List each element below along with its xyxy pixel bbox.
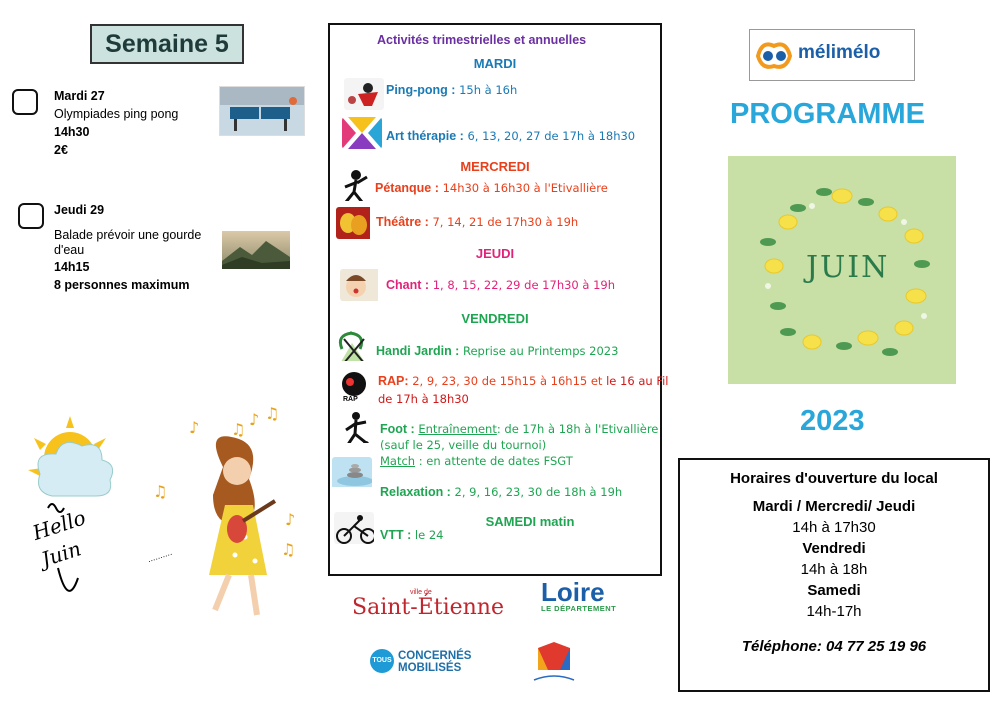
melimelo-logo: mélimélo (798, 42, 881, 63)
hours-time-1: 14h à 17h30 (792, 519, 876, 536)
chant-label: Chant : (386, 278, 430, 292)
event-2-day: Jeudi 29 (54, 203, 105, 217)
foot-match-time: : en attente de dates FSGT (418, 454, 573, 468)
foot-row (380, 422, 658, 436)
pingpong-row (386, 83, 517, 97)
relax-label: Relaxation : (380, 485, 451, 499)
hours-days-2: Vendredi (802, 540, 866, 557)
theatre-icon (336, 207, 376, 239)
jardin-row (376, 344, 618, 358)
relaxation-icon (332, 457, 372, 489)
concernes-line2: MOBILISÉS (398, 662, 462, 674)
theatre-schedule: 7, 14, 21 de 17h30 à 19h (432, 215, 579, 229)
petanque-row (375, 181, 608, 195)
hours-phone: Téléphone: 04 77 25 19 96 (741, 638, 927, 655)
petanque-schedule: 14h30 à 16h30 à l'Etivallière (442, 181, 608, 195)
garden-icon (334, 329, 374, 361)
svg-text:♪: ♪ (189, 418, 200, 437)
pingpong-label: Ping-pong : (386, 83, 456, 97)
event-1-checkbox[interactable] (12, 89, 38, 115)
art-schedule: 6, 13, 20, 27 de 17h à 18h30 (467, 129, 636, 143)
vtt-icon (334, 512, 374, 544)
vtt-row (380, 528, 443, 542)
art-row (386, 129, 635, 143)
programme-title: PROGRAMME (730, 98, 925, 130)
event-2 (54, 201, 219, 294)
theatre-label: Théâtre : (376, 215, 429, 229)
foot-match-label: Match (380, 454, 416, 468)
hours-days-3: Samedi (807, 582, 861, 599)
foot-match-row (380, 454, 573, 468)
petanque-label: Pétanque : (375, 181, 439, 195)
event-1-time: 14h30 (54, 125, 90, 139)
melimelo-logo-frame (749, 29, 915, 81)
week-title: Semaine 5 (90, 24, 244, 64)
jardin-schedule: Reprise au Printemps 2023 (463, 344, 619, 358)
svg-text:..........: .......... (146, 547, 174, 565)
vtt-schedule: le 24 (414, 528, 444, 542)
vtt-label: VTT : (380, 528, 412, 542)
rap-logo-text: RAP (343, 396, 358, 403)
event-1-title: Olympiades ping pong (54, 107, 179, 121)
ukulele-girl-illustration (145, 405, 310, 625)
relax-row (380, 485, 622, 499)
concernes-line1: CONCERNÉS (398, 650, 472, 662)
theatre-row (376, 215, 578, 229)
concernes-logo (398, 650, 471, 674)
hours-days-1: Mardi / Mercredi/ Jeudi (752, 498, 916, 515)
hiking-photo (222, 231, 290, 269)
activities-panel (328, 23, 669, 576)
event-1-price: 2€ (54, 143, 68, 157)
svg-text:♫: ♫ (265, 405, 280, 423)
day-jeudi: JEUDI (475, 246, 515, 261)
fonds-acef-logo (532, 640, 576, 686)
hours-time-3: 14h-17h (806, 603, 862, 620)
svg-text:♪: ♪ (285, 510, 296, 529)
pingpong-schedule: 15h à 16h (459, 83, 518, 97)
event-2-title: Balade prévoir une gourde d'eau (54, 228, 202, 257)
svg-text:♪: ♪ (249, 410, 260, 429)
rap-extra-date: le 16 au Fil (606, 374, 669, 388)
day-mercredi: MERCREDI (460, 159, 530, 174)
petanque-icon (340, 169, 380, 201)
jardin-label: Handi Jardin : (376, 344, 460, 358)
foot-note: (sauf le 25, veille du tournoi) (380, 438, 547, 452)
relax-schedule: 2, 9, 16, 23, 30 de 18h à 19h (454, 485, 623, 499)
rap-label: RAP: (378, 374, 409, 388)
day-mardi: MARDI (473, 56, 517, 71)
saint-etienne-small: ville de (410, 589, 432, 596)
rap-extra-time: de 17h à 18h30 (378, 392, 469, 406)
event-2-capacity: 8 personnes maximum (54, 278, 190, 292)
concernes-badge: TOUS (370, 649, 394, 673)
foot-label: Foot : (380, 422, 415, 436)
svg-text:♫: ♫ (231, 420, 246, 439)
rap-row (378, 374, 668, 388)
hello-juin-text: Hello Juin (29, 505, 89, 572)
art-label: Art thérapie : (386, 129, 464, 143)
programme-month: JUIN (806, 250, 890, 285)
svg-text:♫: ♫ (153, 482, 168, 501)
day-vendredi: VENDREDI (461, 311, 529, 326)
pingpong-icon (344, 78, 384, 110)
saint-etienne-logo: Saint-Étienne (352, 595, 504, 620)
rap-schedule: 2, 9, 23, 30 de 15h15 à 16h15 et (412, 374, 603, 388)
opening-hours-panel (678, 458, 990, 692)
foot-training-label: Entraînement (418, 422, 497, 436)
hours-title: Horaires d'ouverture du local (730, 470, 938, 487)
foot-icon (342, 411, 382, 443)
activities-heading: Activités trimestrielles et annuelles (377, 33, 587, 47)
art-therapy-icon (342, 117, 382, 149)
event-1 (54, 87, 214, 159)
loire-subtitle: LE DÉPARTEMENT (541, 604, 617, 613)
melimelo-icon (754, 38, 794, 72)
day-samedi: SAMEDI matin (485, 514, 575, 529)
foot-training-time: : de 17h à 18h à l'Etivallière (496, 422, 659, 436)
hours-time-2: 14h à 18h (800, 561, 868, 578)
svg-text:♫: ♫ (281, 540, 296, 559)
event-2-time: 14h15 (54, 260, 90, 274)
pingpong-photo (219, 86, 305, 136)
event-2-checkbox[interactable] (18, 203, 44, 229)
programme-year: 2023 (800, 405, 865, 437)
chant-icon (340, 269, 380, 301)
chant-schedule: 1, 8, 15, 22, 29 de 17h30 à 19h (432, 278, 616, 292)
chant-row (386, 278, 615, 292)
event-1-day: Mardi 27 (54, 89, 105, 103)
loire-logo: Loire (541, 577, 605, 607)
